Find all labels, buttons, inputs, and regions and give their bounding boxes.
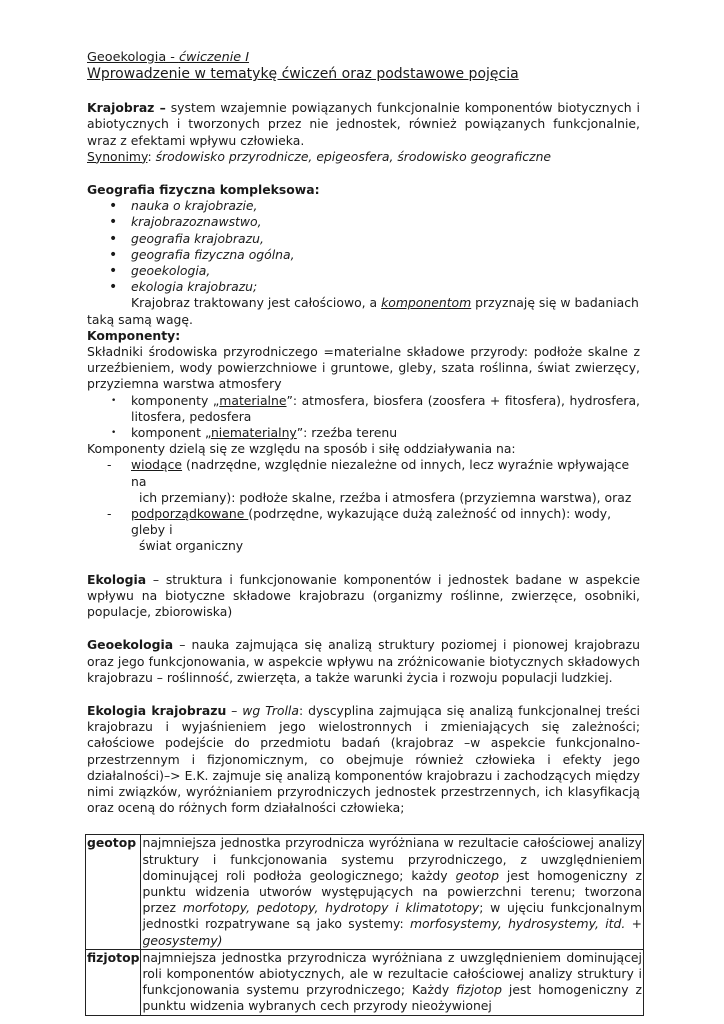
ekologia-krajobrazu-definition: Ekologia krajobrazu – wg Trolla: dyscyplina zajmująca się analizą funkcjonalnej treści krajobrazu i wyjaśnieniem jego wielostronnych i zmieniających się zależności; całościowe podejście do przedmiotu badań (krajobraz –w aspekcie funkcjonalno-przestrzennym i fizjonomicznym, co obejmuje również człowieka i efekty jego działalności)–> E.K. zajmuje się analizą komponentów krajobrazu i zachodzących między nimi związków, wyróżnianiem przyrodniczych jednostek przestrzennych, ich klasyfikacją oraz oceną do różnych form działalności człowieka; xyxy=(87,702,640,816)
list-item: • geografia fizyczna ogólna, xyxy=(87,247,640,263)
synonyms-line: Synonimy: środowisko przyrodnicze, epigeosfera, środowisko geograficzne xyxy=(87,148,552,164)
geoekologia-term: Geoekologia xyxy=(87,637,174,653)
list-item: • ekologia krajobrazu; xyxy=(87,279,640,295)
komponenty-heading: Komponenty: xyxy=(87,327,181,343)
komponenty-division-list xyxy=(87,457,640,554)
list-item: • geografia krajobrazu, xyxy=(87,231,640,247)
list-item: • komponenty „materialne”: atmosfera, biosfera (zoosfera + fitosfera), hydrosfera, litosfera, pedosfera xyxy=(87,393,640,425)
list-item: - wiodące (nadrzędne, względnie niezależne od innych, lecz wyraźnie wpływające na ich przemiany): podłoże skalne, rzeźba i atmosfera (przyziemna warstwa), oraz xyxy=(87,457,640,506)
geografia-heading: Geografia fizyczna kompleksowa: xyxy=(87,182,320,198)
geoekologia-definition: Geoekologia – nauka zajmująca się analizą struktury poziomej i pionowej krajobrazu oraz jego funkcjonowania, w aspekcie wpływu na zróżnicowanie biotycznych składowych krajobrazu – roślinność, zwierzęta, a także warunki życia i rozwoju populacji ludzkiej. xyxy=(87,637,640,685)
table-row xyxy=(86,949,644,1015)
synonyms-label: Synonimy xyxy=(87,148,148,164)
geografia-note: Krajobraz traktowany jest całościowo, a komponentom przyznaję się w badaniach xyxy=(131,295,639,311)
course-name: Geoekologia - xyxy=(87,50,179,65)
source-citation: wg Trolla xyxy=(242,702,299,718)
document-subtitle: Wprowadzenie w tematykę ćwiczeń oraz podstawowe pojęcia xyxy=(87,66,519,83)
list-item: - podporządkowane (podrzędne, wykazujące dużą zależność od innych): wody, gleby i świat organiczny xyxy=(87,506,640,555)
geotop-description: najmniejsza jednostka przyrodnicza wyróżniana w rezultacie całościowej analizy struktury i funkcjonowania systemu przyrodniczego, z uwzględnieniem dominującej roli podłoża geologicznego; każdy geotop jest homogeniczny z punktu widzenia utworów występujących na powierzchni terenu; tworzona przez morfotopy, pedotopy, hydrotopy i klimatotopy; w ujęciu funkcjonalnym jednostki rozpatrywane są jako systemy: morfosystemy, hydrosystemy, itd. + geosystemy) xyxy=(142,835,643,948)
fizjotop-term: fizjotop xyxy=(86,949,141,1015)
table-row xyxy=(86,835,644,949)
komponenty-types-list xyxy=(87,393,640,442)
list-item: • krajobrazoznawstwo, xyxy=(87,214,640,230)
ekologia-definition: Ekologia – struktura i funkcjonowanie komponentów i jednostek badane w aspekcie wpływu na biotyczne składowe krajobrazu (organizmy roślinne, zwierzęce, osobniki, populacje, zbiorowiska) xyxy=(87,571,640,620)
geografia-list xyxy=(87,198,640,295)
krajobraz-term: Krajobraz – xyxy=(87,100,166,116)
list-item: • komponent „niematerialny”: rzeźba terenu xyxy=(87,425,640,441)
fizjotop-description: najmniejsza jednostka przyrodnicza wyróżniana z uwzględnieniem dominującej roli komponentów abiotycznych, ale w rezultacie całościowej analizy struktury i funkcjonowania systemu przyrodniczego; Każdy fizjotop jest homogeniczny z punktu widzenia wybranych cech przyrody nieożywionej xyxy=(142,949,643,1014)
document-page xyxy=(87,50,643,1016)
komponenty-intro: Składniki środowiska przyrodniczego =materialne składowe przyrody: podłoże skalne z urzeźbieniem, wody powierzchniowe i gruntowe, gleby, szata roślinna, świat zwierzęcy, przyziemna warstwa atmosfery xyxy=(87,344,640,392)
geografia-note-cont: taką samą wagę. xyxy=(87,311,193,327)
komponenty-division: Komponenty dzielą się ze względu na sposób i siłę oddziaływania na: xyxy=(87,441,516,457)
synonyms-text: środowisko przyrodnicze, epigeosfera, środowisko geograficzne xyxy=(155,148,552,164)
komponentom-link[interactable]: komponentom xyxy=(381,295,472,311)
list-item: • nauka o krajobrazie, xyxy=(87,198,640,214)
krajobraz-definition: Krajobraz – system wzajemnie powiązanych funkcjonalnie komponentów biotycznych i abiotycznych i tworzonych przez nie jednostek, również powiązanych funkcjonalnie, wraz z efektami wpływu człowieka. xyxy=(87,100,640,148)
ekologia-term: Ekologia xyxy=(87,571,147,587)
list-item: • geoekologia, xyxy=(87,263,640,279)
ekologia-krajobrazu-term: Ekologia krajobrazu xyxy=(87,702,227,718)
course-title xyxy=(87,50,640,66)
exercise-name: ćwiczenie I xyxy=(178,50,250,65)
definitions-table xyxy=(85,834,644,1015)
geotop-term: geotop xyxy=(86,835,141,949)
